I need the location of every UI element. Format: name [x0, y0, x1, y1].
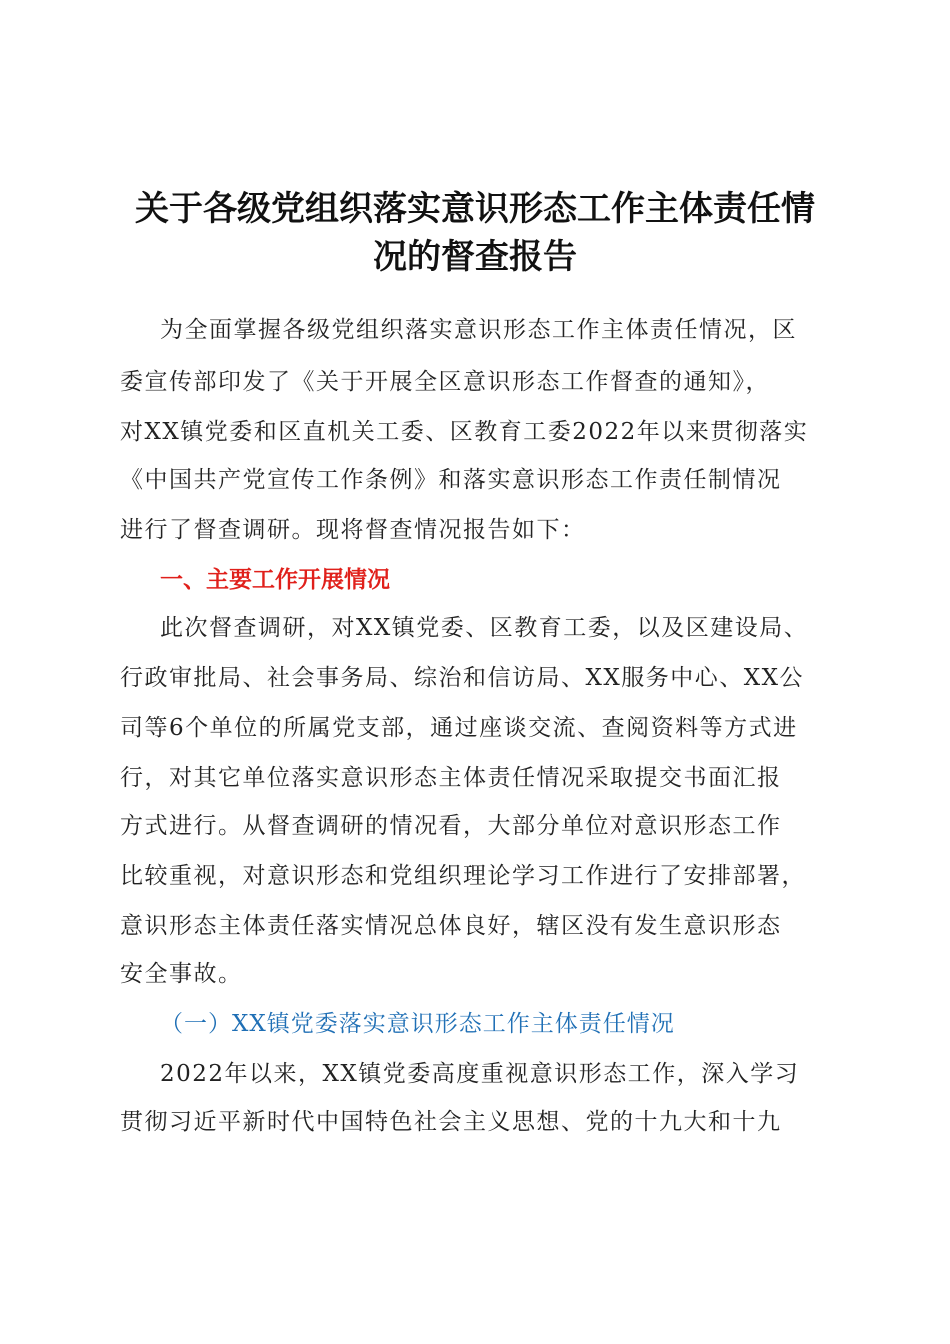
- section1-line-3: 司等6个单位的所属党支部，通过座谈交流、查阅资料等方式进: [120, 715, 798, 741]
- intro-line-5: 进行了督查调研。现将督查情况报告如下：: [120, 517, 586, 543]
- intro-line-1: 为全面掌握各级党组织落实意识形态工作主体责任情况，区: [160, 317, 797, 343]
- section1-line-1: 此次督查调研，对XX镇党委、区教育工委，以及区建设局、: [160, 615, 809, 641]
- intro-line-4: 《中国共产党宣传工作条例》和落实意识形态工作责任制情况: [120, 467, 782, 493]
- intro-line-2: 委宣传部印发了《关于开展全区意识形态工作督查的通知》，: [120, 369, 770, 395]
- section1-line-4: 行，对其它单位落实意识形态主体责任情况采取提交书面汇报: [120, 765, 782, 791]
- subsection1-line-1: 2022年以来，XX镇党委高度重视意识形态工作，深入学习: [160, 1061, 800, 1087]
- document-title: [110, 185, 840, 281]
- section1-line-7: 意识形态主体责任落实情况总体良好，辖区没有发生意识形态: [120, 913, 782, 939]
- intro-line-3: 对XX镇党委和区直机关工委、区教育工委2022年以来贯彻落实: [120, 419, 809, 445]
- title-line-1: 关于各级党组织落实意识形态工作主体责任情: [135, 189, 815, 229]
- section-heading-1: 一、主要工作开展情况: [160, 567, 390, 593]
- section1-line-2: 行政审批局、社会事务局、综治和信访局、XX服务中心、XX公: [120, 665, 804, 691]
- section1-line-6: 比较重视，对意识形态和党组织理论学习工作进行了安排部署，: [120, 863, 806, 889]
- title-line-2: 况的督查报告: [373, 237, 577, 277]
- subsection-heading-1: （一）XX镇党委落实意识形态工作主体责任情况: [160, 1011, 675, 1037]
- subsection1-line-2: 贯彻习近平新时代中国特色社会主义思想、党的十九大和十九: [120, 1109, 782, 1135]
- section1-line-5: 方式进行。从督查调研的情况看，大部分单位对意识形态工作: [120, 813, 782, 839]
- section1-line-8: 安全事故。: [120, 961, 243, 987]
